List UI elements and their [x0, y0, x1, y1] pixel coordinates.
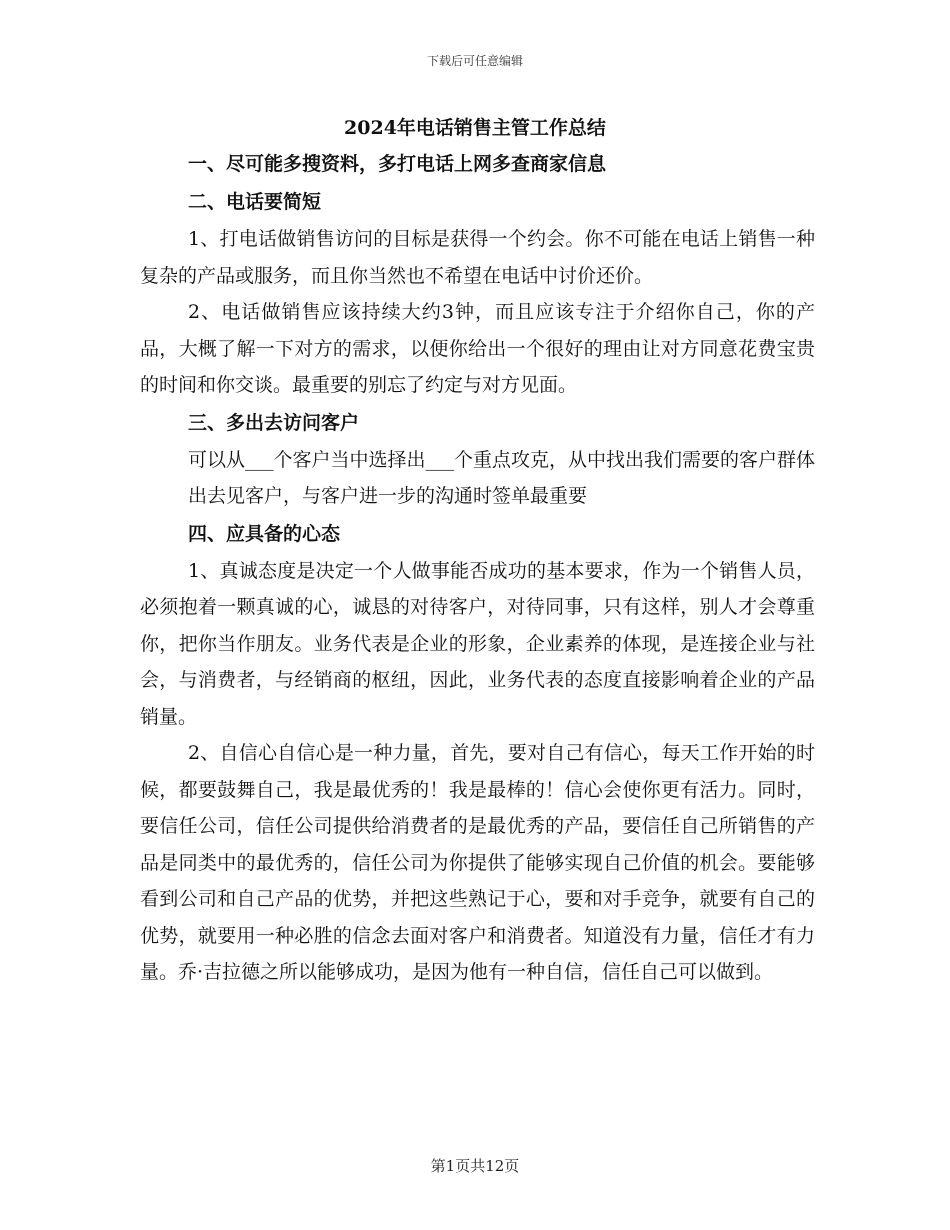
paragraph-5: 1、真诚态度是决定一个人做事能否成功的基本要求，作为一个销售人员，必须抱着一颗真诚的心，诚恳的对待客户，对待同事，只有这样，别人才会尊重你，把你当作朋友。业务代表是企业的形象，企业素养的体现，是连接企业与社会，与消费者，与经销商的枢纽，因此，业务代表的态度直接影响着企业的产品销量。: [140, 559, 815, 728]
section-heading-3: 三、多出去访问客户: [188, 411, 360, 434]
paragraph-2: 2、电话做销售应该持续大约3钟，而且应该专注于介绍你自己，你的产品，大概了解一下对方的需求，以便你给出一个很好的理由让对方同意花费宝贵的时间和你交谈。最重要的别忘了约定与对方见面。: [140, 301, 815, 396]
section-heading-1: 一、尽可能多搜资料，多打电话上网多查商家信息: [188, 153, 607, 175]
header-note: 下载后可任意编辑: [426, 54, 523, 68]
page-footer: 第1页共12页: [430, 1157, 520, 1175]
paragraph-6: 2、自信心自信心是一种力量，首先，要对自己有信心，每天工作开始的时候，都要鼓舞自己，我是最优秀的！我是最棒的！信心会使你更有活力。同时，要信任公司，信任公司提供给消费者的是最优秀的产品，要信任自己所销售的产品是同类中的最优秀的，信任公司为你提供了能够实现自己价值的机会。要能够看到公司和自己产品的优势，并把这些熟记于心，要和对手竞争，就要有自己的优势，就要用一种必胜的信念去面对客户和消费者。知道没有力量，信任才有力量。乔·吉拉德之所以能够成功，是因为他有一种自信，信任自己可以做到。: [140, 742, 815, 983]
paragraph-1: 1、打电话做销售访问的目标是获得一个约会。你不可能在电话上销售一种复杂的产品或服务，而且你当然也不希望在电话中讨价还价。: [140, 228, 815, 287]
section-heading-2: 二、电话要简短: [188, 191, 322, 213]
paragraph-4: 出去见客户，与客户进一步的沟通时签单最重要: [188, 485, 588, 507]
section-heading-4: 四、应具备的心态: [188, 522, 341, 545]
document-title: 2024年电话销售主管工作总结: [344, 117, 606, 139]
document-body: [140, 145, 815, 991]
paragraph-3: 可以从___个客户当中选择出___个重点攻克，从中找出我们需要的客户群体: [188, 448, 816, 471]
